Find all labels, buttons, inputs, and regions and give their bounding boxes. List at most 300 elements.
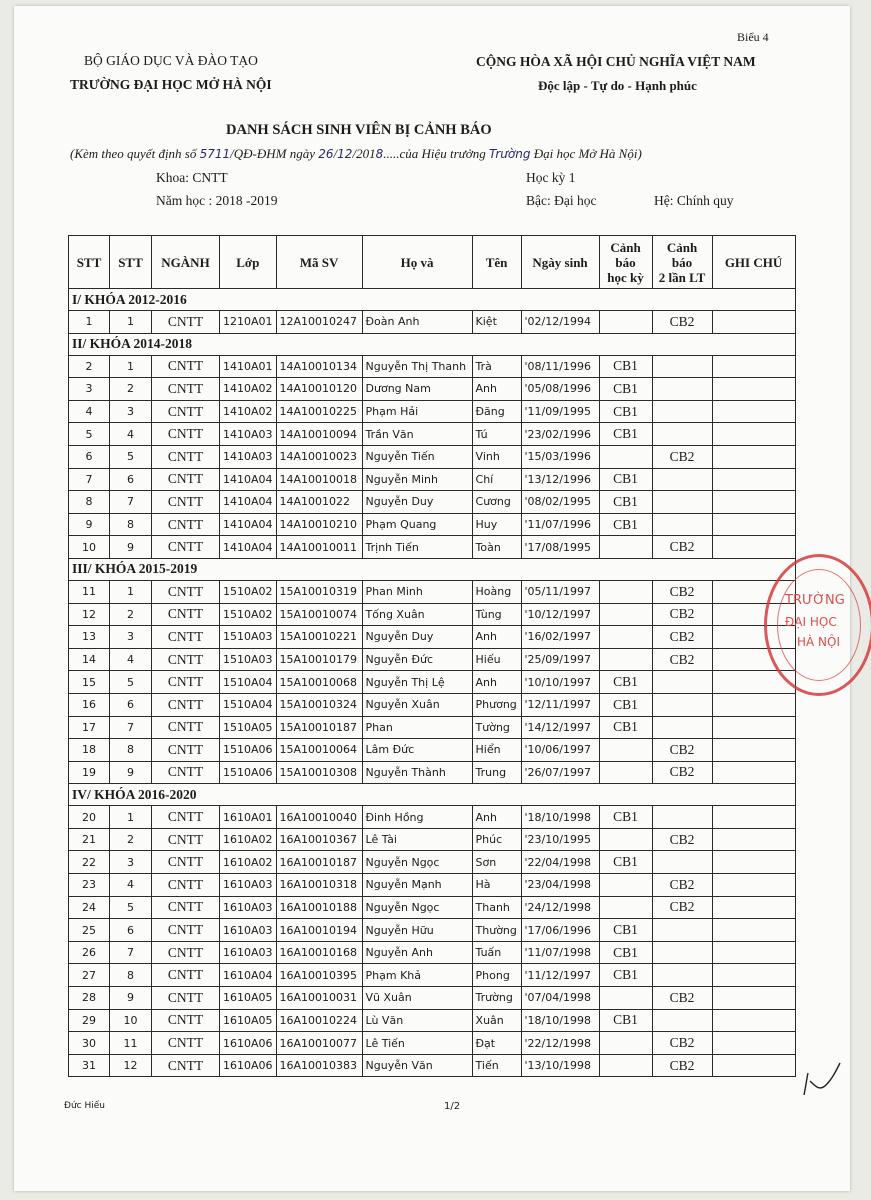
- section-header-row: [69, 784, 796, 806]
- cell-class: 1510A03: [220, 626, 277, 649]
- section-header-row: [69, 558, 796, 580]
- cell-class: 1610A03: [220, 941, 277, 964]
- cell-semester-warning: CB1: [599, 468, 652, 491]
- cell-note: [712, 941, 795, 964]
- cell-name: Cương: [472, 491, 521, 514]
- cell-student-id: 16A10010040: [276, 806, 362, 829]
- cell-note: [712, 874, 795, 897]
- col-semester-warning-line1: Cảnh: [610, 239, 641, 255]
- cell-name: Chí: [472, 468, 521, 491]
- cell-name: Toàn: [472, 536, 521, 559]
- cell-stt-section: 5: [110, 896, 152, 919]
- cell-class: 1410A02: [220, 400, 277, 423]
- cell-surname: Đoàn Anh: [362, 311, 472, 334]
- cell-consecutive-warning: CB2: [652, 874, 712, 897]
- cell-dob: '08/11/1996: [521, 355, 599, 378]
- cell-stt: 6: [69, 445, 110, 468]
- cell-consecutive-warning: [652, 400, 712, 423]
- col-consecutive-warning: [652, 236, 712, 289]
- cell-dob: '05/08/1996: [521, 378, 599, 401]
- cell-surname: Phạm Quang: [362, 513, 472, 536]
- cell-major: CNTT: [152, 468, 220, 491]
- cell-semester-warning: [599, 445, 652, 468]
- cell-major: CNTT: [152, 1054, 220, 1077]
- table-row: [69, 716, 796, 739]
- cell-dob: '11/09/1995: [521, 400, 599, 423]
- cell-note: [712, 1032, 795, 1055]
- cell-stt-section: 6: [110, 468, 152, 491]
- document-title: DANH SÁCH SINH VIÊN BỊ CẢNH BÁO: [226, 122, 492, 138]
- decision-text-2: /QĐ-ĐHM ngày: [230, 146, 316, 161]
- col-consecutive-warning-line1: Cảnh: [666, 239, 698, 255]
- cell-stt-section: 7: [110, 941, 152, 964]
- cell-consecutive-warning: CB2: [652, 828, 712, 851]
- cell-student-id: 12A10010247: [276, 311, 362, 334]
- cell-note: [712, 828, 795, 851]
- cell-semester-warning: [599, 648, 652, 671]
- cell-semester-warning: [599, 603, 652, 626]
- cell-semester-warning: CB1: [599, 806, 652, 829]
- cell-stt: 2: [69, 355, 110, 378]
- cell-student-id: 14A10010210: [276, 513, 362, 536]
- table-row: [69, 739, 796, 762]
- cell-stt: 4: [69, 400, 110, 423]
- cell-major: CNTT: [152, 626, 220, 649]
- cell-stt: 21: [69, 828, 110, 851]
- cell-stt: 24: [69, 896, 110, 919]
- cell-student-id: 16A10010194: [276, 919, 362, 942]
- cell-class: 1610A05: [220, 987, 277, 1010]
- cell-stt: 20: [69, 806, 110, 829]
- table-row: [69, 874, 796, 897]
- cell-dob: '13/10/1998: [521, 1054, 599, 1077]
- cell-major: CNTT: [152, 648, 220, 671]
- cell-student-id: 15A10010308: [276, 761, 362, 784]
- cell-student-id: 16A10010031: [276, 987, 362, 1010]
- section-title: IV/ KHÓA 2016-2020: [69, 784, 796, 806]
- cell-stt-section: 5: [110, 445, 152, 468]
- cell-stt: 3: [69, 378, 110, 401]
- cell-class: 1410A01: [220, 355, 277, 378]
- cell-semester-warning: CB1: [599, 355, 652, 378]
- cell-consecutive-warning: CB2: [652, 761, 712, 784]
- cell-student-id: 14A10010018: [276, 468, 362, 491]
- ministry-name: BỘ GIÁO DỤC VÀ ĐÀO TẠO: [84, 53, 258, 68]
- cell-note: [712, 400, 795, 423]
- cell-dob: '22/12/1998: [521, 1032, 599, 1055]
- cell-consecutive-warning: [652, 468, 712, 491]
- cell-note: [712, 491, 795, 514]
- cell-class: 1410A04: [220, 536, 277, 559]
- cell-surname: Phan Minh: [362, 580, 472, 603]
- school-year-info: Năm học : 2018 -2019: [156, 193, 278, 208]
- cell-class: 1410A04: [220, 491, 277, 514]
- cell-major: CNTT: [152, 1009, 220, 1032]
- cell-name: Anh: [472, 806, 521, 829]
- cell-stt-section: 2: [110, 828, 152, 851]
- col-major: NGÀNH: [152, 236, 220, 289]
- cell-name: Trung: [472, 761, 521, 784]
- table-row: [69, 828, 796, 851]
- cell-consecutive-warning: [652, 671, 712, 694]
- cell-semester-warning: CB1: [599, 716, 652, 739]
- cell-student-id: 15A10010187: [276, 716, 362, 739]
- cell-class: 1410A03: [220, 445, 277, 468]
- cell-stt: 16: [69, 693, 110, 716]
- cell-class: 1610A04: [220, 964, 277, 987]
- cell-name: Trà: [472, 355, 521, 378]
- cell-consecutive-warning: CB2: [652, 1054, 712, 1077]
- cell-stt: 18: [69, 739, 110, 762]
- cell-stt-section: 2: [110, 378, 152, 401]
- cell-surname: Lù Văn: [362, 1009, 472, 1032]
- cell-note: [712, 1054, 795, 1077]
- cell-semester-warning: CB1: [599, 400, 652, 423]
- cell-surname: Vũ Xuân: [362, 987, 472, 1010]
- cell-stt-section: 3: [110, 400, 152, 423]
- cell-student-id: 16A10010187: [276, 851, 362, 874]
- cell-stt: 19: [69, 761, 110, 784]
- section-title: II/ KHÓA 2014-2018: [69, 333, 796, 355]
- table-row: [69, 1054, 796, 1077]
- cell-consecutive-warning: CB2: [652, 536, 712, 559]
- cell-stt-section: 6: [110, 919, 152, 942]
- cell-surname: Nguyễn Tiến: [362, 445, 472, 468]
- cell-name: Hoàng: [472, 580, 521, 603]
- cell-note: [712, 513, 795, 536]
- cell-student-id: 14A10010120: [276, 378, 362, 401]
- cell-semester-warning: CB1: [599, 964, 652, 987]
- cell-class: 1410A04: [220, 513, 277, 536]
- cell-stt: 23: [69, 874, 110, 897]
- stamp-line-3: HÀ NỘI: [797, 635, 841, 649]
- cell-class: 1410A04: [220, 468, 277, 491]
- cell-dob: '24/12/1998: [521, 896, 599, 919]
- cell-note: [712, 806, 795, 829]
- col-consecutive-warning-line2: báo: [671, 254, 693, 270]
- decision-number: 5711: [199, 147, 231, 161]
- table-row: [69, 513, 796, 536]
- cell-stt-section: 4: [110, 648, 152, 671]
- student-warning-table: [68, 235, 796, 1077]
- cell-name: Thanh: [472, 896, 521, 919]
- cell-student-id: 14A1001022: [276, 491, 362, 514]
- cell-name: Đạt: [472, 1032, 521, 1055]
- cell-name: Phong: [472, 964, 521, 987]
- cell-student-id: 15A10010319: [276, 580, 362, 603]
- cell-class: 1610A03: [220, 874, 277, 897]
- cell-note: [712, 1009, 795, 1032]
- cell-surname: Nguyễn Ngọc: [362, 896, 472, 919]
- col-student-id: Mã SV: [276, 236, 362, 289]
- cell-name: Hiếu: [472, 648, 521, 671]
- cell-major: CNTT: [152, 445, 220, 468]
- cell-major: CNTT: [152, 355, 220, 378]
- cell-dob: '12/11/1997: [521, 693, 599, 716]
- table-row: [69, 536, 796, 559]
- cell-name: Hiển: [472, 739, 521, 762]
- cell-consecutive-warning: [652, 693, 712, 716]
- decision-text-1: (Kèm theo quyết định số: [70, 146, 197, 161]
- cell-stt: 26: [69, 941, 110, 964]
- cell-surname: Đinh Hồng: [362, 806, 472, 829]
- cell-dob: '16/02/1997: [521, 626, 599, 649]
- cell-note: [712, 378, 795, 401]
- cell-surname: Phạm Hải: [362, 400, 472, 423]
- table-row: [69, 1032, 796, 1055]
- cell-note: [712, 851, 795, 874]
- cell-class: 1610A01: [220, 806, 277, 829]
- signature-mark: [798, 1051, 848, 1101]
- cell-note: [712, 355, 795, 378]
- cell-stt: 30: [69, 1032, 110, 1055]
- cell-class: 1210A01: [220, 311, 277, 334]
- cell-dob: '13/12/1996: [521, 468, 599, 491]
- cell-surname: Dương Nam: [362, 378, 472, 401]
- col-class: Lớp: [220, 236, 277, 289]
- cell-major: CNTT: [152, 423, 220, 446]
- col-semester-warning-line2: báo: [615, 254, 636, 270]
- cell-consecutive-warning: CB2: [652, 987, 712, 1010]
- table-row: [69, 806, 796, 829]
- cell-dob: '22/04/1998: [521, 851, 599, 874]
- cell-stt: 29: [69, 1009, 110, 1032]
- cell-surname: Nguyễn Thành: [362, 761, 472, 784]
- table-row: [69, 919, 796, 942]
- cell-surname: Nguyễn Thị Thanh: [362, 355, 472, 378]
- cell-semester-warning: [599, 987, 652, 1010]
- col-semester-warning: [599, 236, 652, 289]
- cell-student-id: 16A10010318: [276, 874, 362, 897]
- cell-dob: '10/12/1997: [521, 603, 599, 626]
- section-header-row: [69, 289, 796, 311]
- cell-class: 1510A06: [220, 761, 277, 784]
- cell-dob: '08/02/1995: [521, 491, 599, 514]
- cell-stt: 31: [69, 1054, 110, 1077]
- document-page: [14, 6, 850, 1191]
- cell-name: Vinh: [472, 445, 521, 468]
- cell-surname: Trần Văn: [362, 423, 472, 446]
- cell-stt: 10: [69, 536, 110, 559]
- cell-major: CNTT: [152, 716, 220, 739]
- faculty-info: Khoa: CNTT: [156, 170, 228, 185]
- form-label: Biểu 4: [737, 30, 769, 44]
- cell-student-id: 15A10010221: [276, 626, 362, 649]
- col-surname: Họ và: [362, 236, 472, 289]
- cell-stt: 9: [69, 513, 110, 536]
- cell-surname: Nguyễn Thị Lệ: [362, 671, 472, 694]
- cell-class: 1510A02: [220, 580, 277, 603]
- cell-class: 1610A03: [220, 896, 277, 919]
- cell-dob: '10/10/1997: [521, 671, 599, 694]
- cell-stt: 27: [69, 964, 110, 987]
- cell-surname: Lâm Đức: [362, 739, 472, 762]
- cell-major: CNTT: [152, 761, 220, 784]
- cell-note: [712, 761, 795, 784]
- cell-stt-section: 10: [110, 1009, 152, 1032]
- cell-consecutive-warning: [652, 423, 712, 446]
- cell-stt-section: 1: [110, 806, 152, 829]
- cell-note: [712, 716, 795, 739]
- cell-student-id: 16A10010077: [276, 1032, 362, 1055]
- cell-name: Đăng: [472, 400, 521, 423]
- cell-major: CNTT: [152, 671, 220, 694]
- decision-reference: [70, 146, 642, 162]
- table-row: [69, 603, 796, 626]
- col-consecutive-warning-line3: 2 lần LT: [658, 269, 706, 285]
- cell-name: Tiến: [472, 1054, 521, 1077]
- cell-dob: '15/03/1996: [521, 445, 599, 468]
- cell-consecutive-warning: [652, 941, 712, 964]
- cell-surname: Nguyễn Mạnh: [362, 874, 472, 897]
- cell-class: 1510A06: [220, 739, 277, 762]
- cell-surname: Tống Xuân: [362, 603, 472, 626]
- cell-stt: 15: [69, 671, 110, 694]
- decision-handwritten-word: Trường: [488, 147, 531, 161]
- table-row: [69, 761, 796, 784]
- cell-surname: Lê Tiến: [362, 1032, 472, 1055]
- cell-semester-warning: [599, 739, 652, 762]
- cell-consecutive-warning: CB2: [652, 311, 712, 334]
- cell-dob: '02/12/1994: [521, 311, 599, 334]
- cell-surname: Nguyễn Duy: [362, 626, 472, 649]
- stamp-line-1: TRƯỜNG: [785, 593, 845, 608]
- cell-consecutive-warning: [652, 806, 712, 829]
- cell-consecutive-warning: CB2: [652, 580, 712, 603]
- cell-name: Tú: [472, 423, 521, 446]
- school-name: TRƯỜNG ĐẠI HỌC MỞ HÀ NỘI: [70, 77, 272, 92]
- cell-semester-warning: CB1: [599, 491, 652, 514]
- cell-class: 1610A06: [220, 1054, 277, 1077]
- cell-semester-warning: CB1: [599, 1009, 652, 1032]
- cell-student-id: 15A10010068: [276, 671, 362, 694]
- cell-surname: Lê Tài: [362, 828, 472, 851]
- cell-dob: '17/06/1996: [521, 919, 599, 942]
- cell-semester-warning: [599, 896, 652, 919]
- section-title: III/ KHÓA 2015-2019: [69, 558, 796, 580]
- table-row: [69, 400, 796, 423]
- cell-student-id: 16A10010188: [276, 896, 362, 919]
- cell-name: Huy: [472, 513, 521, 536]
- cell-major: CNTT: [152, 874, 220, 897]
- decision-year-digit: 8: [375, 147, 384, 161]
- cell-stt: 28: [69, 987, 110, 1010]
- table-row: [69, 355, 796, 378]
- cell-surname: Phạm Khả: [362, 964, 472, 987]
- cell-dob: '10/06/1997: [521, 739, 599, 762]
- cell-student-id: 14A10010134: [276, 355, 362, 378]
- cell-student-id: 16A10010395: [276, 964, 362, 987]
- cell-semester-warning: [599, 626, 652, 649]
- cell-consecutive-warning: CB2: [652, 445, 712, 468]
- cell-major: CNTT: [152, 739, 220, 762]
- cell-stt: 17: [69, 716, 110, 739]
- cell-major: CNTT: [152, 536, 220, 559]
- cell-major: CNTT: [152, 964, 220, 987]
- cell-student-id: 15A10010074: [276, 603, 362, 626]
- cell-name: Kiệt: [472, 311, 521, 334]
- cell-name: Tuấn: [472, 941, 521, 964]
- cell-note: [712, 311, 795, 334]
- cell-note: [712, 693, 795, 716]
- cell-student-id: 16A10010383: [276, 1054, 362, 1077]
- cell-class: 1510A02: [220, 603, 277, 626]
- table-row: [69, 964, 796, 987]
- cell-major: CNTT: [152, 378, 220, 401]
- cell-consecutive-warning: [652, 378, 712, 401]
- cell-name: Trường: [472, 987, 521, 1010]
- table-row: [69, 580, 796, 603]
- cell-stt-section: 5: [110, 671, 152, 694]
- table-row: [69, 626, 796, 649]
- cell-class: 1510A03: [220, 648, 277, 671]
- cell-semester-warning: CB1: [599, 671, 652, 694]
- col-name: Tên: [472, 236, 521, 289]
- table-row: [69, 648, 796, 671]
- cell-semester-warning: CB1: [599, 851, 652, 874]
- cell-student-id: 14A10010225: [276, 400, 362, 423]
- cell-stt-section: 8: [110, 964, 152, 987]
- table-row: [69, 378, 796, 401]
- cell-name: Sơn: [472, 851, 521, 874]
- cell-dob: '11/07/1998: [521, 941, 599, 964]
- col-note: GHI CHÚ: [712, 236, 795, 289]
- cell-stt-section: 8: [110, 739, 152, 762]
- cell-class: 1510A05: [220, 716, 277, 739]
- cell-dob: '18/10/1998: [521, 806, 599, 829]
- cell-major: CNTT: [152, 693, 220, 716]
- section-title: I/ KHÓA 2012-2016: [69, 289, 796, 311]
- cell-stt: 8: [69, 491, 110, 514]
- official-seal-stamp: [764, 554, 871, 696]
- cell-student-id: 15A10010179: [276, 648, 362, 671]
- cell-dob: '23/04/1998: [521, 874, 599, 897]
- cell-stt-section: 1: [110, 355, 152, 378]
- cell-consecutive-warning: [652, 919, 712, 942]
- cell-name: Anh: [472, 671, 521, 694]
- cell-stt-section: 1: [110, 580, 152, 603]
- decision-text-3: /201: [352, 146, 376, 161]
- decision-text-5: Đại học Mở Hà Nội): [533, 146, 642, 161]
- cell-stt-section: 9: [110, 536, 152, 559]
- cell-note: [712, 739, 795, 762]
- cell-consecutive-warning: [652, 513, 712, 536]
- cell-class: 1410A03: [220, 423, 277, 446]
- table-row: [69, 445, 796, 468]
- cell-stt: 5: [69, 423, 110, 446]
- cell-surname: Nguyễn Ngọc: [362, 851, 472, 874]
- table-row: [69, 693, 796, 716]
- cell-name: Phương: [472, 693, 521, 716]
- cell-semester-warning: CB1: [599, 513, 652, 536]
- cell-stt-section: 4: [110, 423, 152, 446]
- cell-name: Anh: [472, 626, 521, 649]
- cell-surname: Phan: [362, 716, 472, 739]
- system-info: Hệ: Chính quy: [654, 193, 734, 208]
- cell-name: Xuân: [472, 1009, 521, 1032]
- cell-semester-warning: [599, 580, 652, 603]
- cell-stt-section: 2: [110, 603, 152, 626]
- cell-semester-warning: CB1: [599, 423, 652, 446]
- cell-stt-section: 4: [110, 874, 152, 897]
- cell-major: CNTT: [152, 513, 220, 536]
- col-stt: STT: [69, 236, 110, 289]
- cell-class: 1510A04: [220, 693, 277, 716]
- cell-student-id: 16A10010168: [276, 941, 362, 964]
- cell-stt-section: 12: [110, 1054, 152, 1077]
- cell-student-id: 14A10010094: [276, 423, 362, 446]
- table-row: [69, 423, 796, 446]
